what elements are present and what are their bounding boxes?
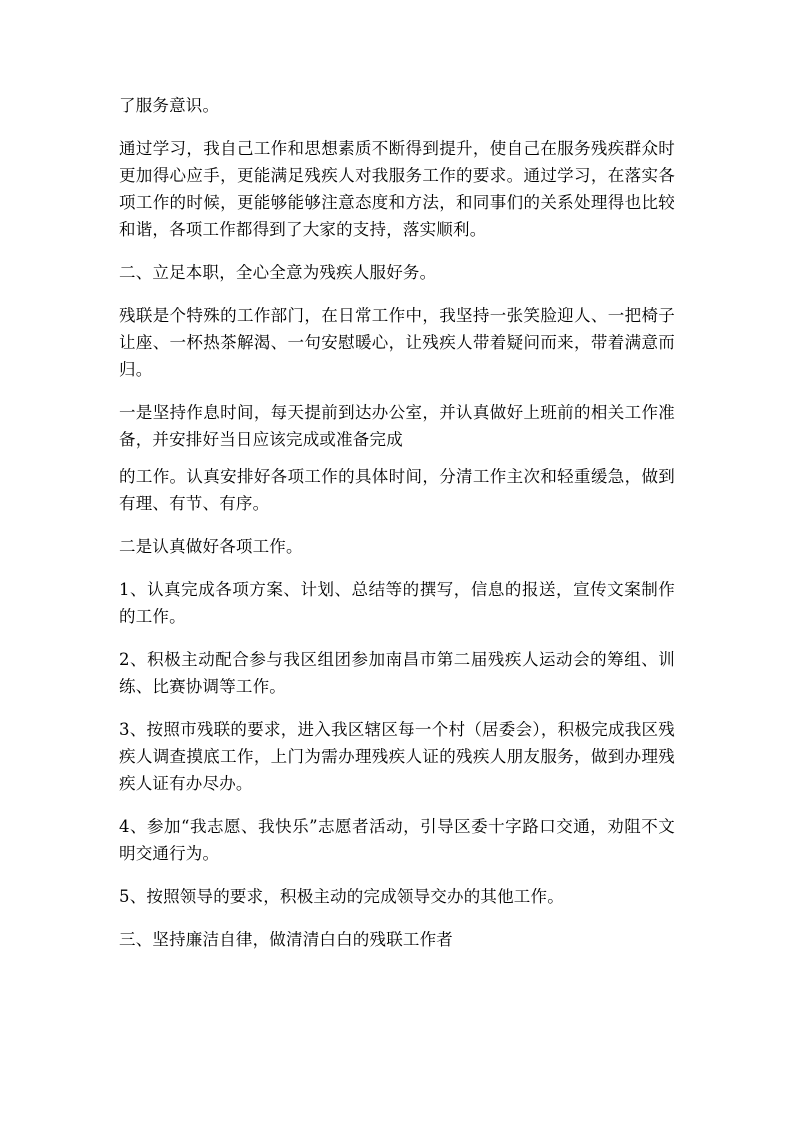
section-heading-3: 三、坚持廉洁自律，做清清白白的残联工作者 <box>119 930 453 949</box>
paragraph-study-improvement: 通过学习，我自己工作和思想素质不断得到提升，使自己在服务残疾群众时更加得心应手，更能满足残疾人对我服务工作的要求。通过学习，在落实各项工作的时候，更能够能够注意态度和方法，和同事们的关系处理得也比较和谐，各项工作都得到了大家的支持，落实顺利。 <box>119 139 675 239</box>
paragraph-service-awareness: 了服务意识。 <box>119 96 220 115</box>
paragraph-work-arrangement: 的工作。认真安排好各项工作的具体时间，分清工作主次和轻重缓急，做到有理、有节、有序。 <box>119 467 675 513</box>
list-item-5: 5、按照领导的要求，积极主动的完成领导交办的其他工作。 <box>119 887 564 906</box>
list-item-1: 1、认真完成各项方案、计划、总结等的撰写，信息的报送，宣传文案制作的工作。 <box>119 580 675 626</box>
list-item-2: 2、积极主动配合参与我区组团参加南昌市第二届残疾人运动会的筹组、训练、比赛协调等工作。 <box>119 650 675 696</box>
paragraph-special-department: 残联是个特殊的工作部门，在日常工作中，我坚持一张笑脸迎人、一把椅子让座、一杯热茶解渴、一句安慰暖心，让残疾人带着疑问而来，带着满意而归。 <box>119 306 675 379</box>
document-body <box>119 92 675 969</box>
subheading-do-work-well: 二是认真做好各项工作。 <box>119 537 303 556</box>
section-heading-2: 二、立足本职，全心全意为残疾人服好务。 <box>119 263 437 282</box>
paragraph-work-schedule: 一是坚持作息时间，每天提前到达办公室，并认真做好上班前的相关工作准备，并安排好当日应该完成或准备完成 <box>119 403 675 449</box>
list-item-3: 3、按照市残联的要求，进入我区辖区每一个村（居委会），积极完成我区残疾人调查摸底工作，上门为需办理残疾人证的残疾人朋友服务，做到办理残疾人证有办尽办。 <box>119 720 675 793</box>
list-item-4: 4、参加“我志愿、我快乐”志愿者活动，引导区委十字路口交通，劝阻不文明交通行为。 <box>119 817 675 863</box>
